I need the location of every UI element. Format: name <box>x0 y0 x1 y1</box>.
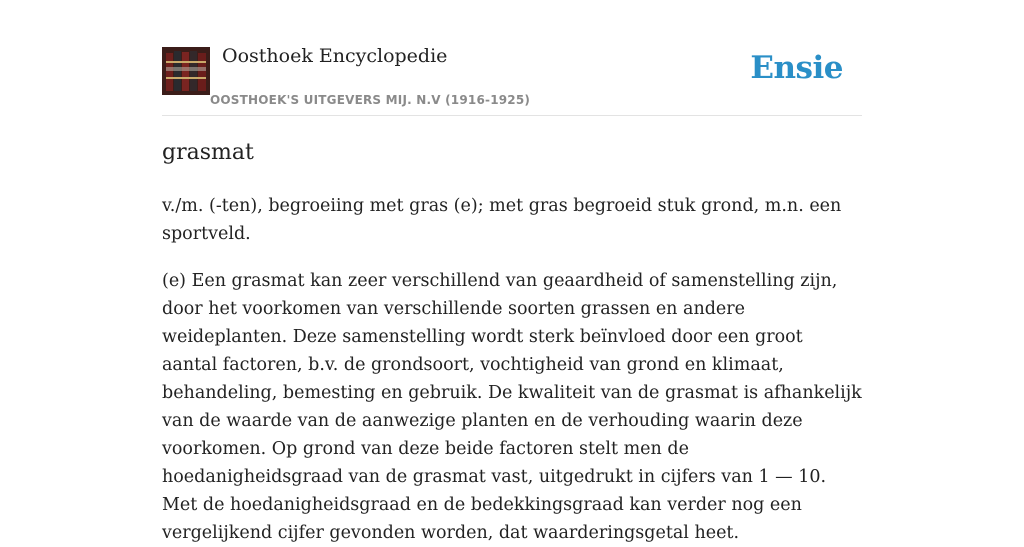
site-title[interactable]: Oosthoek Encyclopedie <box>222 45 448 67</box>
site-header <box>162 0 862 116</box>
entry-definition: v./m. (-ten), begroeiing met gras (e); met gras begroeid stuk grond, m.n. een sportveld. <box>162 196 842 244</box>
brand-logo[interactable]: Ensie <box>750 50 843 86</box>
book-spines-icon[interactable] <box>162 47 210 95</box>
entry-body: (e) Een grasmat kan zeer verschillend van geaardheid of samenstelling zijn, door het voorkomen van verschillende soorten grassen en andere weideplanten. Deze samenstelling wordt sterk beïnvloed door een groot aantal factoren, b.v. de grondsoort, vochtigheid van grond en klimaat, behandeling, bemesting en gebruik. De kwaliteit van de grasmat is afhankelijk van de waarde van de aanwezige planten en de verhouding waarin deze voorkomen. Op grond van deze beide factoren stelt men de hoedanigheidsgraad van de grasmat vast, uitgedrukt in cijfers van 1 — 10. Met de hoedanigheidsgraad en de bedekkingsgraad kan verder nog een vergelijkend cijfer gevonden worden, dat waarderingsgetal heet. <box>162 271 862 543</box>
entry-title: grasmat <box>162 140 254 165</box>
entry-card <box>162 0 862 543</box>
publisher-label: OOSTHOEK'S UITGEVERS MIJ. N.V (1916-1925) <box>210 93 531 107</box>
